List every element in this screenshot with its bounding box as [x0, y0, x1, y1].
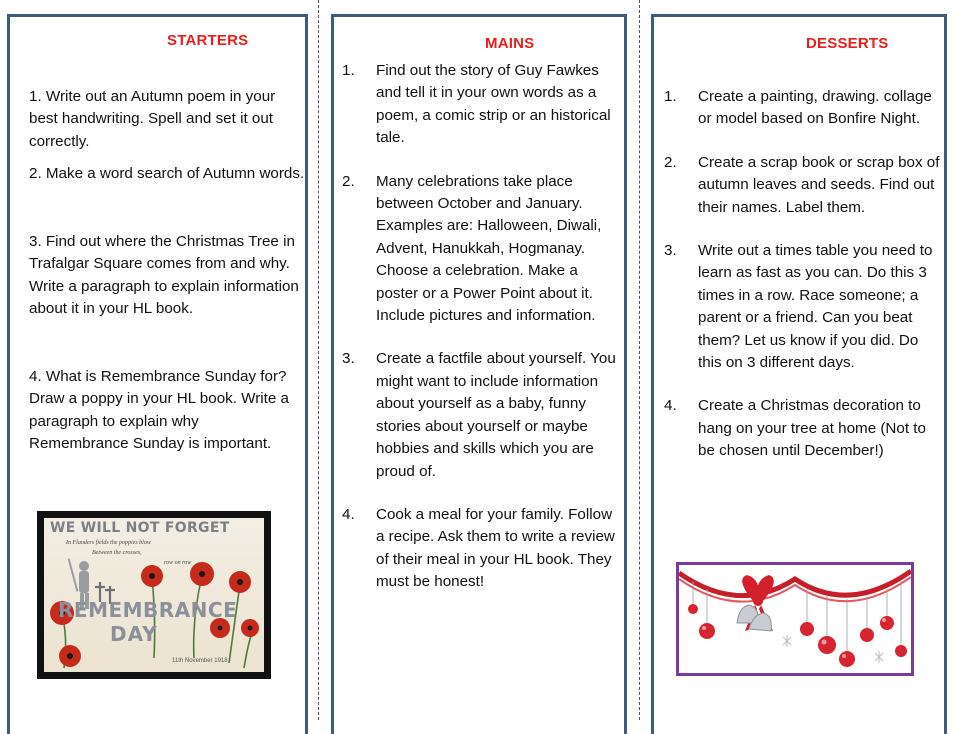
remembrance-date: 11th November 1918 [172, 658, 228, 664]
mains-item-4 [342, 504, 618, 594]
list-item-text: Create a painting, drawing. collage or model based on Bonfire Night. [698, 88, 932, 128]
list-number: 2. [342, 172, 355, 190]
desserts-item-3 [664, 240, 942, 374]
list-number: 3. [342, 350, 355, 368]
mains-list [342, 60, 618, 594]
list-item-text: Create a scrap book or scrap box of autumn leaves and seeds. Find out their names. Label them. [698, 153, 940, 216]
fold-line-left [318, 0, 319, 720]
list-number: 3. [664, 242, 677, 260]
list-number: 1. [664, 88, 677, 105]
starters-heading: STARTERS [167, 32, 249, 49]
list-item-text: Write out a times table you need to learn as fast as you can. Do this 3 times in a row. Race someone; a parent or a friend. Can you beat them? Let us know if you did. Do this on 3 different days. [698, 242, 933, 372]
remembrance-title: REMEMBRANCE [58, 598, 238, 622]
list-item-text: Cook a meal for your family. Follow a recipe. Ask them to write a review of their meal in your HL book. They must be honest! [376, 505, 615, 591]
mains-item-2 [342, 171, 618, 328]
poppy-field-illustration [44, 518, 264, 672]
remembrance-poem-line-2: Between the crosses, [92, 550, 142, 556]
starters-item-3: 3. Find out where the Christmas Tree in Trafalgar Square comes from and why. Write a paragraph to explain information about it in your HL book. [29, 233, 299, 318]
list-number: 4. [664, 397, 677, 415]
list-number: 2. [664, 153, 677, 171]
fold-line-right [639, 0, 640, 720]
list-item-text: Create a Christmas decoration to hang on your tree at home (Not to be chosen until December!) [698, 397, 926, 460]
list-number: 1. [342, 62, 355, 79]
starters-item-2: 2. Make a word search of Autumn words. [29, 165, 305, 182]
mains-item-1 [342, 60, 618, 150]
desserts-item-1 [664, 86, 942, 131]
desserts-item-2 [664, 152, 942, 219]
desserts-list [664, 86, 942, 463]
remembrance-poem-line-3: row on row [164, 560, 192, 566]
mains-item-3 [342, 348, 618, 482]
mains-heading: MAINS [485, 35, 535, 52]
remembrance-poem-line-1: In Flanders fields the poppies blow [66, 540, 151, 546]
desserts-item-4 [664, 395, 942, 462]
list-item-text: Find out the story of Guy Fawkes and tell it in your own words as a poem, a comic strip or an historical tale. [376, 62, 611, 147]
desserts-heading: DESSERTS [806, 35, 889, 52]
list-item-text: Create a factfile about yourself. You might want to include information about yourself as a baby, funny stories about yourself or maybe hobbies and skills which you are proud of. [376, 350, 616, 480]
remembrance-day-image [37, 511, 271, 679]
starters-item-1: 1. Write out an Autumn poem in your best handwriting. Spell and set it out correctly. [29, 88, 276, 150]
list-number: 4. [342, 505, 355, 523]
remembrance-headline: WE WILL NOT FORGET [50, 520, 230, 536]
starters-item-4: 4. What is Remembrance Sunday for? Draw a poppy in your HL book. Write a paragraph to explain why Remembrance Sunday is important. [29, 368, 289, 453]
christmas-decoration-image [676, 562, 914, 676]
christmas-baubles-illustration [679, 565, 911, 673]
remembrance-day-word: DAY [110, 622, 158, 646]
list-item-text: Many celebrations take place between October and January. Examples are: Halloween, Diwali, Advent, Hanukkah, Hogmanay. Choose a celebration. Make a poster or a Power Point about it. Include pictures and information. [376, 172, 602, 325]
